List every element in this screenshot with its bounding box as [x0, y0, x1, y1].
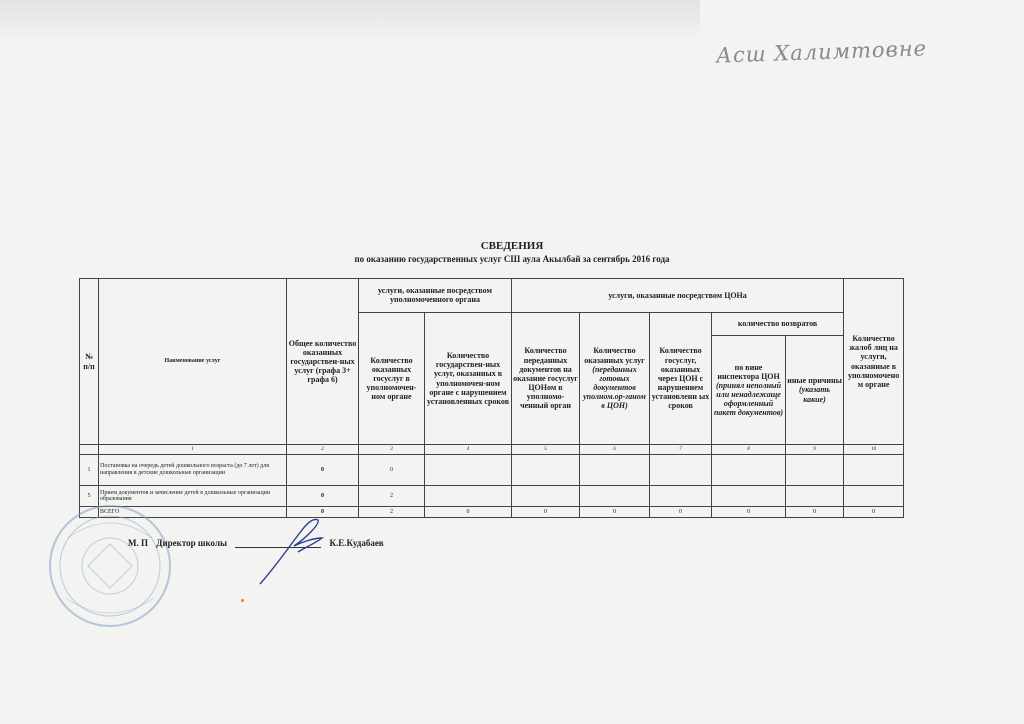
row-service-name: Постановка на очередь детей дошкольного возраста (до 7 лет) для направления в детские дошкольные организации — [99, 454, 287, 486]
row-cell — [650, 486, 712, 507]
handwritten-signature — [258, 508, 328, 593]
row-cell — [512, 454, 580, 486]
row-cell — [844, 486, 904, 507]
total-cell: 0 — [844, 507, 904, 518]
column-number: 2 — [287, 445, 359, 454]
total-cell: 2 — [359, 507, 425, 518]
row-cell — [844, 454, 904, 486]
header-returns-inspector-cell — [712, 335, 786, 444]
header-num: № п/п — [80, 279, 99, 445]
column-number: 8 — [712, 445, 786, 454]
row-cell: 2 — [359, 486, 425, 507]
header-con-count-note: (переданных готовых документов уполном.ор-ганом в ЦОН) — [583, 364, 646, 411]
total-cell: 0 — [425, 507, 512, 518]
header-complaints: Количество жалоб лиц на услуги, оказанные в уполномочено м органе — [844, 279, 904, 445]
header-con-transferred: Количество переданных документов на оказание госуслуг ЦОНом в уполномо-ченный орган — [512, 312, 580, 445]
row-cell — [425, 486, 512, 507]
total-cell: 0 — [786, 507, 844, 518]
row-cell — [786, 486, 844, 507]
header-group-authority: услуги, оказанные посредством уполномоченного органа — [359, 279, 512, 313]
row-service-name: Прием документов и зачисление детей в дошкольные организации образования — [99, 486, 287, 507]
header-returns-inspector: по вине инспектора ЦОН — [717, 362, 780, 381]
row-cell — [786, 454, 844, 486]
seal-place-label: М. П — [128, 538, 148, 548]
header-returns-other-note: (указать какие) — [799, 385, 831, 404]
column-number: 4 — [425, 445, 512, 454]
header-total: Общее количество оказанных государствен-ных услуг (графа 3+ графа 6) — [287, 279, 359, 445]
header-con-count-cell — [580, 312, 650, 445]
row-cell — [512, 486, 580, 507]
row-cell: 0 — [359, 454, 425, 486]
services-table — [79, 278, 904, 518]
header-returns: количество возвратов — [712, 312, 844, 335]
row-num: 5 — [80, 486, 99, 507]
row-cell — [425, 454, 512, 486]
header-con-count: Количество оказанных услуг — [584, 346, 645, 365]
column-number: 5 — [512, 445, 580, 454]
column-number: 1 — [99, 445, 287, 454]
handwritten-note: Асш Халимтовне — [715, 36, 928, 68]
row-total: 0 — [287, 454, 359, 486]
header-returns-inspector-note: (принял неполный или ненадлежаще оформленный пакет документов) — [713, 380, 784, 418]
scan-smudge — [0, 0, 700, 40]
column-number: 3 — [359, 445, 425, 454]
stamp-graphic — [38, 498, 188, 638]
column-number — [80, 445, 99, 454]
table-row — [80, 454, 904, 486]
header-returns-other-cell — [786, 335, 844, 444]
header-con-violations: Количество госуслуг, оказанных через ЦОН с нарушением установленн ых сроков — [650, 312, 712, 445]
table-row — [80, 486, 904, 507]
column-numbers-row — [80, 445, 904, 454]
header-service-name: Наименование услуг — [99, 279, 287, 445]
total-row — [80, 507, 904, 518]
row-total: 0 — [287, 486, 359, 507]
total-label: ВСЕГО — [99, 507, 287, 518]
official-stamp — [38, 498, 188, 643]
director-position: Директор школы — [156, 538, 227, 548]
total-cell: 0 — [712, 507, 786, 518]
director-name: К.Е.Кудабаев — [329, 538, 384, 548]
row-cell — [712, 454, 786, 486]
header-returns-other: иные причины — [787, 376, 842, 386]
total-cell: 0 — [512, 507, 580, 518]
column-number: 9 — [786, 445, 844, 454]
column-number: 7 — [650, 445, 712, 454]
column-number: 6 — [580, 445, 650, 454]
document-title: СВЕДЕНИЯ — [480, 240, 544, 252]
header-authority-count: Количество оказанных госуслуг в уполномочен-ном органе — [359, 312, 425, 445]
signature-graphic — [258, 508, 328, 588]
document-subtitle: по оказанию государственных услуг СШ аула Акылбай за сентябрь 2016 года — [354, 254, 670, 264]
row-cell — [580, 454, 650, 486]
header-authority-violations: Количество государствен-ных услуг, оказанных в уполномочен-ном органе с нарушением установленных сроков — [425, 312, 512, 445]
row-cell — [580, 486, 650, 507]
row-num: 1 — [80, 454, 99, 486]
row-cell — [650, 454, 712, 486]
header-group-con: услуги, оказанные посредством ЦОНа — [512, 279, 844, 313]
total-cell: 0 — [650, 507, 712, 518]
row-cell — [712, 486, 786, 507]
total-cell: 0 — [580, 507, 650, 518]
column-number: 10 — [844, 445, 904, 454]
ink-dot — [241, 599, 244, 602]
total-value: 0 — [287, 507, 359, 518]
